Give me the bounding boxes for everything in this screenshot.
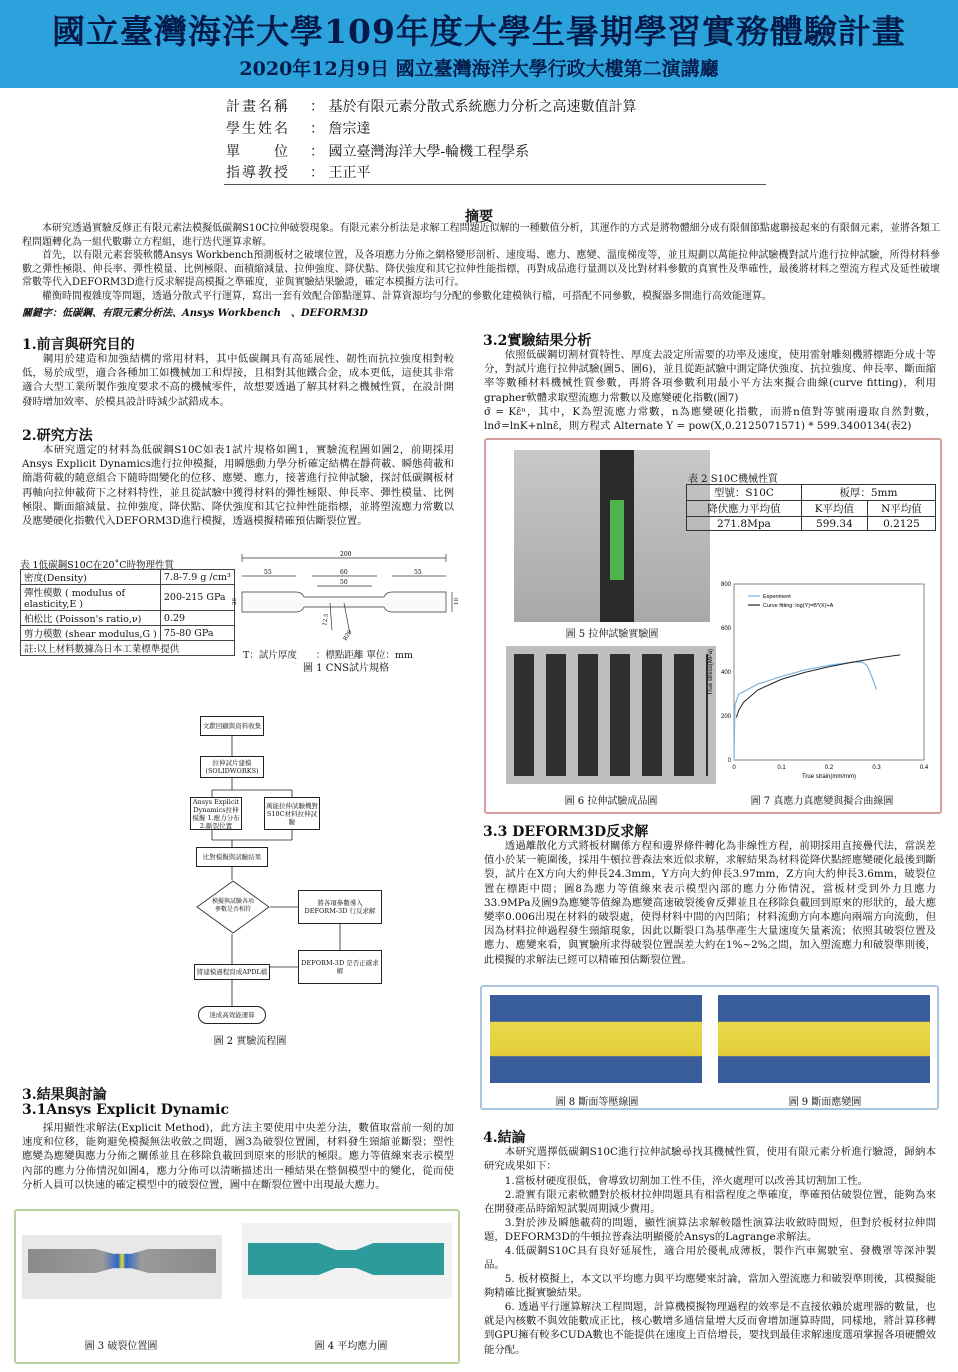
- table-1: [20, 569, 235, 656]
- specimen-strip: [610, 500, 624, 580]
- section-3-1-title: 3.1Ansys Explicit Dynamic: [22, 1102, 229, 1118]
- flow-decision-match: 模擬與試驗各項參數是否相符: [196, 880, 270, 934]
- legend-label: Curve fitting: log(Y)=B*(X)+A: [763, 603, 834, 609]
- flow-step-tensile-test: 萬能拉伸試驗機對 S10C材料拉伸試驗: [264, 797, 320, 830]
- figure-3-caption: 圖 3 破裂位置圖: [84, 1341, 158, 1352]
- figure-8-9-frame: [480, 985, 939, 1110]
- table-row: 降伏應力平均值 K平均值 N平均值: [687, 501, 936, 517]
- stress-specimen: [248, 1243, 444, 1275]
- flow-step-apdl: 將建模過程寫成APDL檔: [194, 964, 270, 980]
- figure-9-image: [718, 995, 930, 1083]
- section-3-2-text: 依照低碳鋼切割材質特性、厚度去設定所需要的功率及速度，使用雷射雕刻機將標距分成十等分，對試片進行拉伸試驗(圖5、圖6)，並且從距試驗中測定降伏強度、抗拉強度、伸長率、斷面縮率等數種材料機械性質參數，再將各項參數利用最小平方法來擬合曲線(curve fitting)，利用grapher軟體求取塑流應力常數以及應變硬化指數(圖7): [484, 349, 936, 404]
- plot-area: [734, 584, 924, 760]
- dim-20: 20: [232, 598, 238, 605]
- abstract-heading: 摘要: [465, 209, 493, 225]
- figure-5-photo: [514, 450, 710, 622]
- dim-55-right: 55: [414, 569, 422, 576]
- info-student: 學生姓名 ： 詹宗達: [226, 121, 371, 137]
- table-row: 柏松比 (Poisson's ratio,ν) 0.29: [21, 611, 235, 626]
- conclusion-item: 5. 板材模擬上，本文以平均應力與平均應變來討論，當加入塑流應力和破裂準則後，其模擬能夠精確比擬實驗結果。: [484, 1273, 936, 1300]
- x-tick-label: 0.4: [919, 765, 929, 771]
- section-3-3-text: 透過離散化方式將板材關係方程和邊界條件轉化為非線性方程，前期採用直接疊代法，當誤差值小於某一範圍後，採用牛頓拉普森法來近似求解，求解結果為材料從降伏點經應變硬化最後到斷裂，試片在X方向大約伸長24.3mm，Y方向大約伸長3.97mm，Z方向大約伸長3.6mm，破裂位置在標距中間；圖8為應力等值線來表示模型內部的應力分佈情況，當板材受到外力且應力33.9MPa及圖9為應變等值線為應變高速破裂後會反彈並且在移除負載回到原來的形狀的，最大應變率0.006出現在材料的破裂處，使得材料中間的內凹陷；材料流動方向本應向兩端方向流動，但因為材料拉伸過程發生頸縮現象，因此以斷裂口為基準產生大量速度矢量紊流；依照其破裂位置及應力、應變來看，與實驗所求得破裂位置誤差大約在1%~2%之間，加入塑流應力和破裂準則後，此模擬的求解法已經可以精確預估斷裂位置。: [484, 840, 936, 966]
- dim-55-left: 55: [264, 569, 272, 576]
- conclusion-item: 6. 透過平行運算解決工程問題，計算機模擬物理過程的效率是不直接依賴於處理器的數量，也就是內核數不與效能數成正比，核心數增多通信量增大反而會增加運算時間，同樣地，將計算移轉到GPU擁有較多CUDA數也不能提供在速度上百倍增長，要找到最佳求解速度選項掌握各項硬體效能分配。: [484, 1301, 936, 1356]
- fracture-specimen: [28, 1249, 216, 1273]
- section-3-3-title: 3.3 DEFORM3D反求解: [483, 824, 649, 840]
- section-2-title: 2.研究方法: [22, 428, 93, 444]
- table-1-caption: 表 1低碳鋼S10C在20˚C時物理性質: [20, 560, 175, 571]
- section-1-text: 鋼用於建造和加強結構的常用材料，其中低碳鋼具有高延展性、韌性而抗拉強度相對較低，易於成型，適合各種加工如機械加工和焊接，且相對其他鐵合金，成本更低，這使其非常適合大型工業所製作強度要求不高的機械零件，故想要透過了解其材料之機械性質，在設計開發時增加效率、於模具設計時減少試錯成本。: [22, 353, 454, 408]
- table-2: [686, 484, 936, 531]
- abstract-paragraph-3: 權衡時間複雜度等問題，透過分散式平行運算，寫出一套有效配合節點運算、計算資源均勻分配的參數化建模執行檔，可搭配不同參數，模擬器多開進行高效能運算。: [42, 291, 772, 302]
- flow-step-hpc: 達成高效能運算: [198, 1006, 266, 1024]
- x-tick-label: 0: [732, 765, 736, 771]
- y-tick-label: 600: [720, 626, 731, 632]
- y-axis-label: True stress(MPa): [708, 648, 714, 696]
- dim-50: 50: [340, 579, 348, 586]
- keywords: 關鍵字：低碳鋼、有限元素分析法、Ansys Workbench 、DEFORM3D: [22, 308, 368, 319]
- dim-10: 10: [454, 598, 460, 605]
- flow-step-deform-check: DEFORM-3D 是否正確求解: [298, 950, 382, 984]
- table-row: 271.8Mpa 599.34 0.2125: [687, 517, 936, 531]
- specimen-set: [514, 654, 708, 776]
- poster-subtitle: 2020年12月9日 國立臺灣海洋大學行政大樓第二演講廳: [239, 58, 719, 80]
- stress-strain-chart: [704, 578, 936, 790]
- y-tick-label: 400: [720, 670, 731, 676]
- section-4-title: 4.結論: [483, 1130, 526, 1146]
- info-unit: 單 位 ： 國立臺灣海洋大學-輪機工程學系: [226, 144, 530, 160]
- figure-6-caption: 圖 6 拉伸試驗成品圖: [564, 796, 658, 807]
- figure-8-caption: 圖 8 斷面等壓線圖: [555, 1097, 639, 1108]
- flow-step-deform-input: 將各項參數導入 DEFORM-3D 行反求解: [298, 890, 382, 924]
- x-tick-label: 0.1: [777, 765, 786, 771]
- table-row: 剪力模數 (shear modulus,G ) 75-80 GPa: [21, 626, 235, 641]
- figure-5-7-frame: [484, 438, 942, 814]
- section-3-2-title: 3.2實驗結果分析: [483, 333, 592, 349]
- conclusion-item: 4.低碳鋼S10C具有良好延展性，適合用於優軋成薄板，製作汽車駕駛室、發機罩等深沖製品。: [484, 1245, 936, 1272]
- table-row: 密度(Density) 7.8-7.9 g /cm³: [21, 570, 235, 585]
- flow-step-modeling: 拉伸試片建模 (SOLIDWORKS): [200, 756, 264, 778]
- figure-2-caption: 圖 2 實驗流程圖: [213, 1036, 287, 1047]
- figure-1-caption: 圖 1 CNS試片規格: [303, 663, 389, 674]
- table-row: 彈性模數 ( modulus of elasticity,E ) 200-215 GPa: [21, 585, 235, 611]
- figure-6-photo: [506, 646, 716, 784]
- conclusion-item: 1.當板材硬度很低，會導致切割加工性不佳，淬火處理可以改善其切割加工性。: [504, 1175, 868, 1187]
- dim-60: 60: [340, 569, 348, 576]
- figure-1-legend: T：試片厚度 ：標點距離 單位：mm: [243, 650, 413, 661]
- figure-8-image: [490, 995, 702, 1083]
- section-1-title: 1.前言與研究目的: [22, 337, 135, 353]
- flow-step-literature: 文獻回顧與資料收集: [200, 716, 264, 736]
- figure-4-image: [242, 1223, 452, 1299]
- section-3-1-text: 採用顯性求解法(Explicit Method)，此方法主要使用中央差分法，數值取當前一刻的加速度和位移，能夠避免模擬無法收斂之問題，圖3為破裂位置圖，材料發生頸縮並斷裂；塑性應變為應變與應力分佈之關係並且在移除負載回到原來的形狀的極限。應力等值線來表示模型內部的應力分佈情況如圖4，應力分佈可以清晰描述出一種結果在整個模型中的變化，從而使分析人員可以快速的確定模型中的破裂位置，圖中在斷裂位置中出現最大應力。: [22, 1122, 454, 1191]
- info-project: 計畫名稱 ： 基於有限元素分散式系統應力分析之高速數值計算: [226, 99, 637, 115]
- legend-label: Experiment: [763, 594, 791, 600]
- info-advisor: 指導教授 ： 王正平: [226, 165, 371, 181]
- flowchart: [190, 712, 390, 1026]
- table-2-caption: 表 2 S10C機械性質: [688, 474, 778, 485]
- figure-3-image: [22, 1235, 222, 1299]
- figure-5-caption: 圖 5 拉伸試驗實驗圖: [565, 629, 659, 640]
- table-row: 註:以上材料數據為日本工業標準提供: [21, 641, 235, 656]
- figure-7-caption: 圖 7 真應力真應變與擬合曲線圖: [750, 796, 894, 807]
- conclusion-item: 2.證實有限元素軟體對於板材拉伸問題具有相當程度之準確度，準確預估破裂位置，能夠為來在開發產品時縮短試製周期減少費用。: [484, 1189, 936, 1216]
- conclusion-item: 3.對於涉及瞬態載荷的問題，顯性演算法求解較隱性演算法收斂時間短，但對於板材拉伸問題，DEFORM3D的牛頓拉普森法明顯優於Ansys的Lagrange求解法。: [484, 1217, 936, 1244]
- poster-title: 國立臺灣海洋大學109年度大學生暑期學習實務體驗計畫: [52, 12, 906, 51]
- conclusion-intro: 本研究選擇低碳鋼S10C進行拉伸試驗尋找其機械性質，使用有限元素分析進行驗證，歸納本研究成果如下：: [484, 1146, 936, 1173]
- x-tick-label: 0.2: [824, 765, 834, 771]
- figure-4-caption: 圖 4 平均應力圖: [314, 1341, 388, 1352]
- dim-r20: R20: [342, 629, 354, 642]
- abstract-paragraph-1: 本研究透過實驗反修正有限元素法模擬低碳鋼S10C拉伸破裂現象。有限元素分析法是求解工程問題近似解的一種數值分析，其運作的方式是將物體細分成有限個節點處聯接起來的有限個元素，並將各類工程問題轉化為一組代數聯立方程組，進行迭代運算求解。: [22, 223, 940, 248]
- y-tick-label: 0: [727, 758, 731, 764]
- y-tick-label: 200: [720, 714, 731, 720]
- abstract-paragraph-2: 首先，以有限元素套裝軟體Ansys Workbench預測板材之破壞位置，及各項應力分佈之網格變形剖析、速度場、應力、應變、溫度梯度等，並且規劃以萬能拉伸試驗機對試片進行拉伸試驗，所得材料參數之彈性極限、伸長率、彈性模量、比例極限、面積縮減量、拉伸強度、降伏點、降伏強度和其它拉伸性能指標，再對成品進行量測以及比對材料參數的真實性及準確性，最後將材料之塑流方程式及延性破壞常數等代入DEFORM3D進行反求解提高模擬之準確度，並與實驗結果驗證，確定本模擬方法可行。: [22, 250, 940, 288]
- flow-step-compare: 比對模擬與試驗結果: [196, 847, 268, 867]
- flow-step-ansys: Ansys Explicit Dynamics拉伸模擬 1.應力分布 2.斷裂位置: [190, 797, 242, 830]
- dim-200: 200: [340, 551, 352, 558]
- section-3-2-equation: σ̄ = Kε̄ⁿ，其中，K為塑流應力常數，n為應變硬化指數，而將n值對等號兩邊取自然對數，lnσ̄=lnK+nlnε̄，則方程式 Alternate Y = pow(X,0.2125071571) * 599.3400134(表2): [484, 406, 936, 433]
- info-divider: [224, 184, 766, 185]
- figure-3-4-frame: [14, 1209, 460, 1364]
- section-3-title: 3.結果與討論: [22, 1087, 107, 1103]
- section-2-text: 本研究選定的材料為低碳鋼S10C如表1試片規格如圖1，實驗流程圖如圖2，前期採用Ansys Explicit Dynamics進行拉伸模擬，用瞬態動力學分析確定結構在靜荷載、瞬態荷載和簡諧荷載的隨意組合下隨時間變化的位移、應變、應力，接著進行拉伸試驗，探討低碳鋼板材再軸向拉伸載荷下之材料特性，並且從試驗中獲得材料的彈性極限、伸長率、彈性模量、比例極限、斷面縮減量、拉伸強度、降伏點、降伏強度和其它拉伸性能指標，並將塑流應力常數以及應變硬化指數代入DEFORM3D進行模擬，透過模擬精確預估斷裂位置。: [22, 444, 454, 528]
- specimen-drawing: [232, 548, 460, 646]
- dim-12-5: 12.5: [322, 613, 331, 627]
- table-row: 型號：S10C 板厚：5mm: [687, 485, 936, 501]
- x-tick-label: 0.3: [872, 765, 881, 771]
- x-axis-label: True strain(mm/mm): [801, 774, 857, 780]
- y-tick-label: 800: [720, 582, 731, 588]
- figure-9-caption: 圖 9 斷面應變圖: [788, 1097, 862, 1108]
